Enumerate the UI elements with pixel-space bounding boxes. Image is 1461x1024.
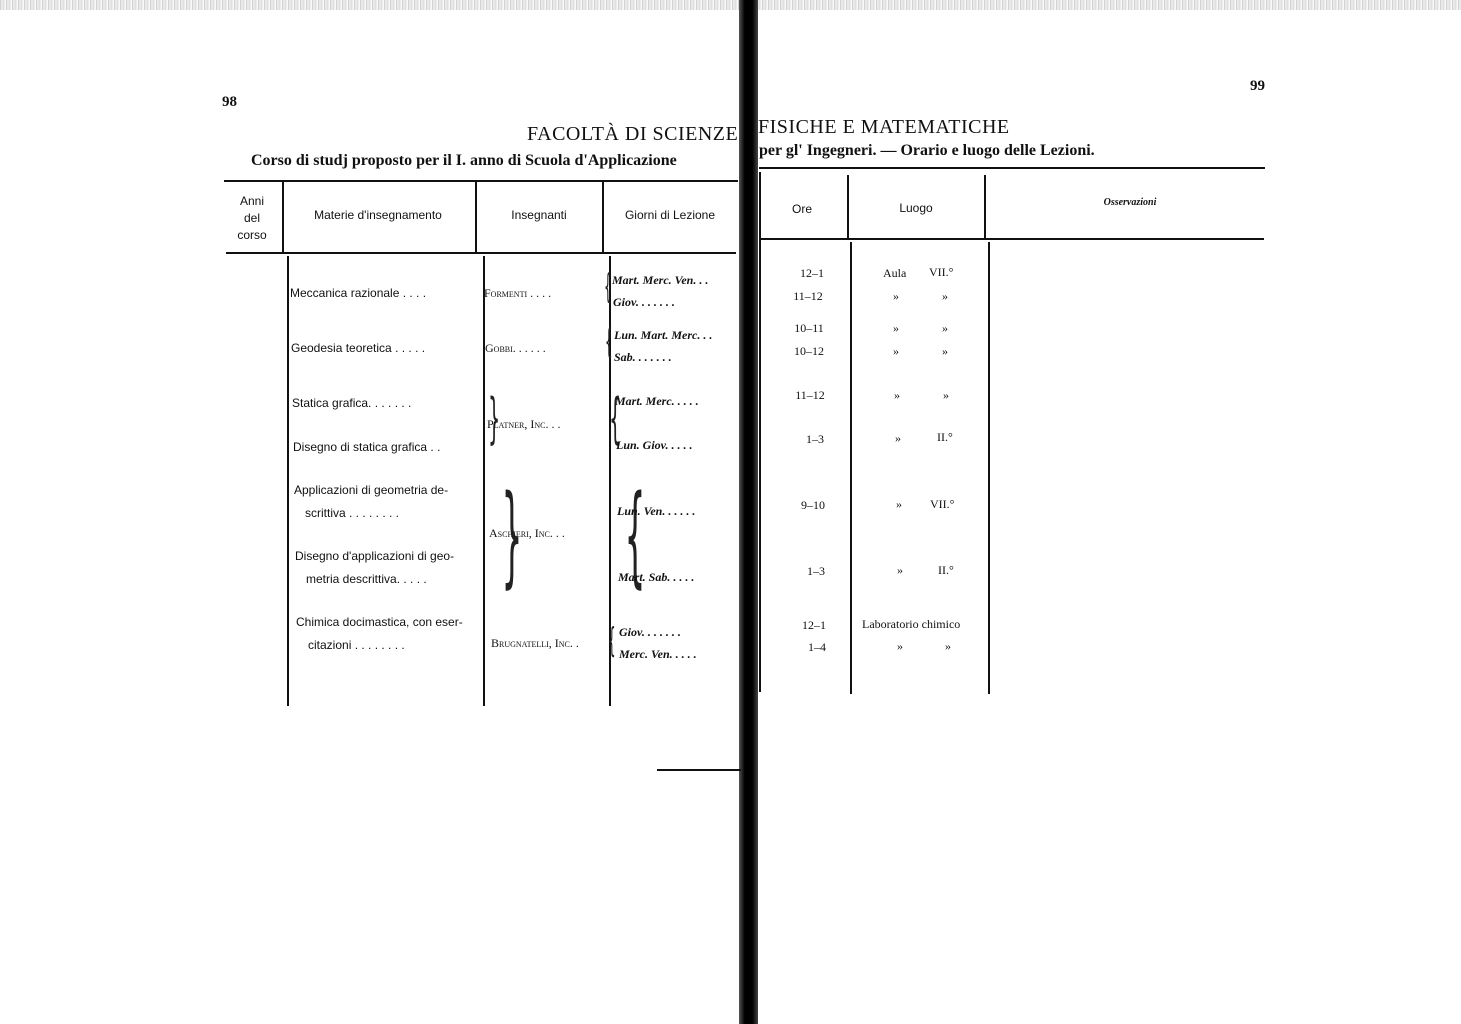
scan-noise (0, 0, 1461, 10)
col-rule-6-header (984, 175, 986, 239)
header-bottom-rule-right (760, 238, 1264, 240)
header-anni-line: Anni (239, 194, 265, 208)
page-title-left: FACOLTÀ DI SCIENZE (527, 123, 739, 145)
hours-cell: 10–11 (794, 321, 824, 335)
place-a: » (895, 431, 901, 445)
page-number-left: 98 (222, 94, 237, 110)
place-b: » (942, 321, 948, 335)
hours-cell: 1–3 (806, 432, 824, 446)
day-row: Giov. . . . . . . (613, 295, 675, 309)
place-a: » (893, 289, 899, 303)
place-a: » (893, 344, 899, 358)
end-rule (657, 769, 741, 771)
brace-days-5: { (608, 621, 616, 661)
place-b: II.° (937, 430, 953, 444)
teacher-aschieri: Aschieri, Inc. . . (489, 526, 565, 540)
col-rule-6 (988, 242, 990, 694)
page-number-right: 99 (1250, 78, 1265, 94)
page-title-right: FISICHE E MATEMATICHE (758, 116, 1010, 138)
day-row: Lun. Giov. . . . . (616, 438, 693, 452)
header-ore: Ore (791, 202, 812, 216)
col-rule-5-header (847, 175, 849, 239)
header-anni-line: del (243, 211, 260, 225)
brace-aschieri: } (501, 471, 523, 599)
hours-cell: 1–3 (807, 564, 825, 578)
page-subtitle-left: Corso di studj proposto per il I. anno di Scuola d'Applicazione (251, 152, 677, 169)
hours-cell: 9–10 (801, 498, 825, 512)
place-b: » (945, 639, 951, 653)
place-b: VII.° (929, 265, 954, 279)
brace-days-1: { (604, 267, 612, 307)
place-a: » (896, 497, 902, 511)
teacher-platner: Platner, Inc. . . (487, 417, 561, 431)
subject-disegno-applicazioni: Disegno d'applicazioni di geo- (295, 549, 455, 563)
hours-cell: 12–1 (802, 618, 826, 632)
header-anni (226, 193, 278, 244)
col-rule-4 (759, 172, 761, 692)
day-row: Lun. Mart. Merc. . . (614, 328, 713, 342)
day-row: Sab. . . . . . . (614, 350, 672, 364)
table-top-rule-left (224, 180, 738, 182)
teacher-gobbi: Gobbi. . . . . . (485, 341, 546, 355)
subject-meccanica: Meccanica razionale . . . . (290, 286, 427, 300)
place-a: Laboratorio chimico (862, 617, 961, 631)
header-materie: Materie d'insegnamento (314, 208, 442, 222)
page-subtitle-right: per gl' Ingegneri. — Orario e luogo delle Lezioni. (759, 142, 1095, 159)
place-a: » (897, 563, 903, 577)
header-giorni: Giorni di Lezione (624, 208, 716, 222)
subject-disegno-applicazioni-cont: metria descrittiva. . . . . (306, 572, 427, 586)
place-b: » (942, 344, 948, 358)
place-a: » (894, 388, 900, 402)
brace-days-3: { (609, 387, 622, 450)
subject-chimica: Chimica docimastica, con eser- (296, 615, 463, 629)
col-rule-2 (483, 256, 485, 706)
subject-disegno-statica: Disegno di statica grafica . . (293, 440, 441, 454)
hours-cell: 11–12 (793, 289, 823, 303)
brace-days-4: { (624, 471, 646, 599)
teacher-brugnatelli: Brugnatelli, Inc. . (491, 636, 579, 650)
header-luogo: Luogo (899, 201, 933, 215)
col-rule-1 (287, 256, 289, 706)
day-row: Lun. Ven. . . . . . (617, 504, 696, 518)
hours-cell: 10–12 (794, 344, 824, 358)
header-insegnanti: Insegnanti (511, 208, 567, 222)
brace-platner: } (488, 387, 501, 450)
book-spine (739, 0, 758, 1024)
header-anni-line: corso (237, 228, 267, 242)
col-rule-3-header (602, 182, 604, 252)
col-rule-2-header (475, 182, 477, 252)
place-b: II.° (938, 563, 954, 577)
col-rule-5 (850, 242, 852, 694)
col-rule-1-header (282, 182, 284, 252)
place-b: » (943, 388, 949, 402)
day-row: Giov. . . . . . . (619, 625, 681, 639)
place-b: VII.° (930, 497, 955, 511)
table-top-rule-right (759, 167, 1265, 169)
day-row: Mart. Sab. . . . . (618, 570, 695, 584)
header-bottom-rule-left (226, 252, 736, 254)
header-osservazioni: Osservazioni (1103, 197, 1157, 208)
subject-applicazioni-cont: scrittiva . . . . . . . . (305, 506, 400, 520)
day-row: Mart. Merc. . . . . (615, 394, 699, 408)
subject-statica: Statica grafica. . . . . . . (292, 396, 412, 410)
place-a: » (893, 321, 899, 335)
place-a: Aula (883, 266, 907, 280)
subject-chimica-cont: citazioni . . . . . . . . (308, 638, 405, 652)
brace-days-2: { (605, 322, 613, 362)
teacher-formenti: Formenti . . . . (484, 286, 552, 300)
hours-cell: 1–4 (808, 640, 826, 654)
subject-applicazioni: Applicazioni di geometria de- (294, 483, 449, 497)
place-a: » (897, 639, 903, 653)
hours-cell: 11–12 (795, 388, 825, 402)
subject-geodesia: Geodesia teoretica . . . . . (291, 341, 426, 355)
day-row: Mart. Merc. Ven. . . (612, 273, 709, 287)
day-row: Merc. Ven. . . . . (619, 647, 697, 661)
place-b: » (942, 289, 948, 303)
hours-cell: 12–1 (800, 266, 824, 280)
